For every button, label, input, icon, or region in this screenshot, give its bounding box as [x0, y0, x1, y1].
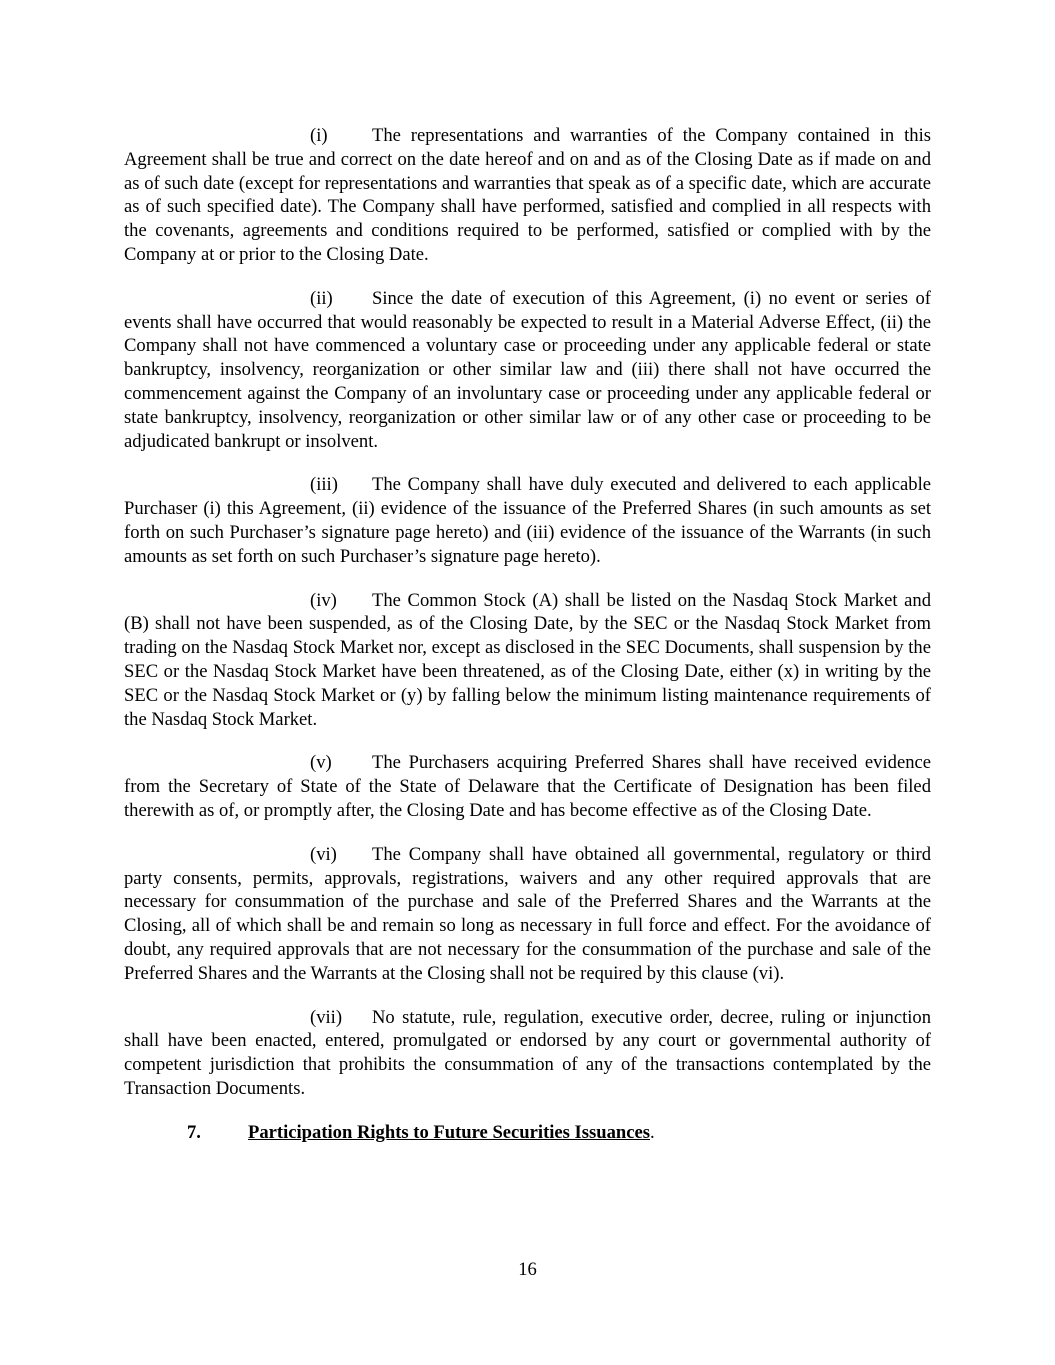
clause-marker: (vi): [310, 843, 337, 865]
clause-text: The Company shall have duly executed and delivered to each applicable Purchaser (i) this Agreement, (ii) evidence of the issuance of the Preferred Shares (in such amounts as set forth on such Purchaser’s signature page hereto) and (iii) evidence of the issuance of the Warrants (in such amounts as set forth on such Purchaser’s signature page hereto).: [124, 474, 931, 567]
clause-text: The Company shall have obtained all governmental, regulatory or third party consents, permits, approvals, registrations, waivers and any other required approvals that are necessary for consummation of the purchase and sale of the Preferred Shares and the Warrants at the Closing, all of which shall be and remain so long as necessary in full force and effect. For the avoidance of doubt, any required approvals that are not necessary for the consummation of the purchase and sale of the Preferred Shares and the Warrants at the Closing shall not be required by this clause (vi).: [124, 843, 931, 984]
clause-vi: [124, 843, 931, 986]
document-page: [124, 124, 931, 1144]
section-heading: [124, 1121, 931, 1145]
clause-text: Since the date of execution of this Agreement, (i) no event or series of events shall have occurred that would reasonably be expected to result in a Material Adverse Effect, (ii) the Company shall not have commenced a voluntary case or proceeding under any applicable federal or state bankruptcy, insolvency, reorganization or other similar law and (iii) there shall not have occurred the commencement against the Company of an involuntary case or proceeding under any applicable federal or state bankruptcy, insolvency, reorganization or other similar law or of any other case or proceeding to be adjudicated bankrupt or insolvent.: [124, 287, 931, 452]
clause-v: [124, 751, 931, 822]
page-number: 16: [518, 1259, 537, 1280]
clause-text: The Common Stock (A) shall be listed on the Nasdaq Stock Market and (B) shall not have been suspended, as of the Closing Date, by the SEC or the Nasdaq Stock Market from trading on the Nasdaq Stock Market nor, except as disclosed in the SEC Documents, shall suspension by the SEC or the Nasdaq Stock Market have been threatened, as of the Closing Date, either (x) in writing by the SEC or the Nasdaq Stock Market or (y) by falling below the minimum listing maintenance requirements of the Nasdaq Stock Market.: [124, 589, 931, 730]
clause-marker: (iv): [310, 589, 337, 611]
clause-text: The representations and warranties of the Company contained in this Agreement shall be true and correct on the date hereof and on and as of the Closing Date as if made on and as of such date (except for representations and warranties that speak as of a specific date, which are accurate as of such specified date). The Company shall have performed, satisfied and complied in all respects with the covenants, agreements and conditions required to be performed, satisfied or complied with by the Company at or prior to the Closing Date.: [124, 125, 931, 265]
clause-vii: [124, 1006, 931, 1101]
section-number: 7.: [187, 1121, 201, 1143]
section-title-period: .: [650, 1121, 655, 1143]
clause-iii: [124, 473, 931, 568]
clause-text: The Purchasers acquiring Preferred Shares shall have received evidence from the Secretary of State of the State of Delaware that the Certificate of Designation has been filed therewith as of, or promptly after, the Closing Date and has become effective as of the Closing Date.: [124, 752, 931, 821]
clause-marker: (v): [310, 752, 332, 774]
clause-marker: (ii): [310, 287, 333, 309]
clause-ii: [124, 287, 931, 454]
clause-i: [124, 124, 931, 267]
section-title: Participation Rights to Future Securities Issuances: [248, 1121, 650, 1143]
clause-iv: [124, 589, 931, 732]
clause-marker: (i): [310, 125, 328, 146]
clause-text: No statute, rule, regulation, executive order, decree, ruling or injunction shall have been enacted, entered, promulgated or endorsed by any court or governmental authority of competent jurisdiction that prohibits the consummation of any of the transactions contemplated by the Transaction Documents.: [124, 1006, 931, 1099]
clause-marker: (iii): [310, 474, 338, 496]
clause-marker: (vii): [310, 1006, 343, 1028]
